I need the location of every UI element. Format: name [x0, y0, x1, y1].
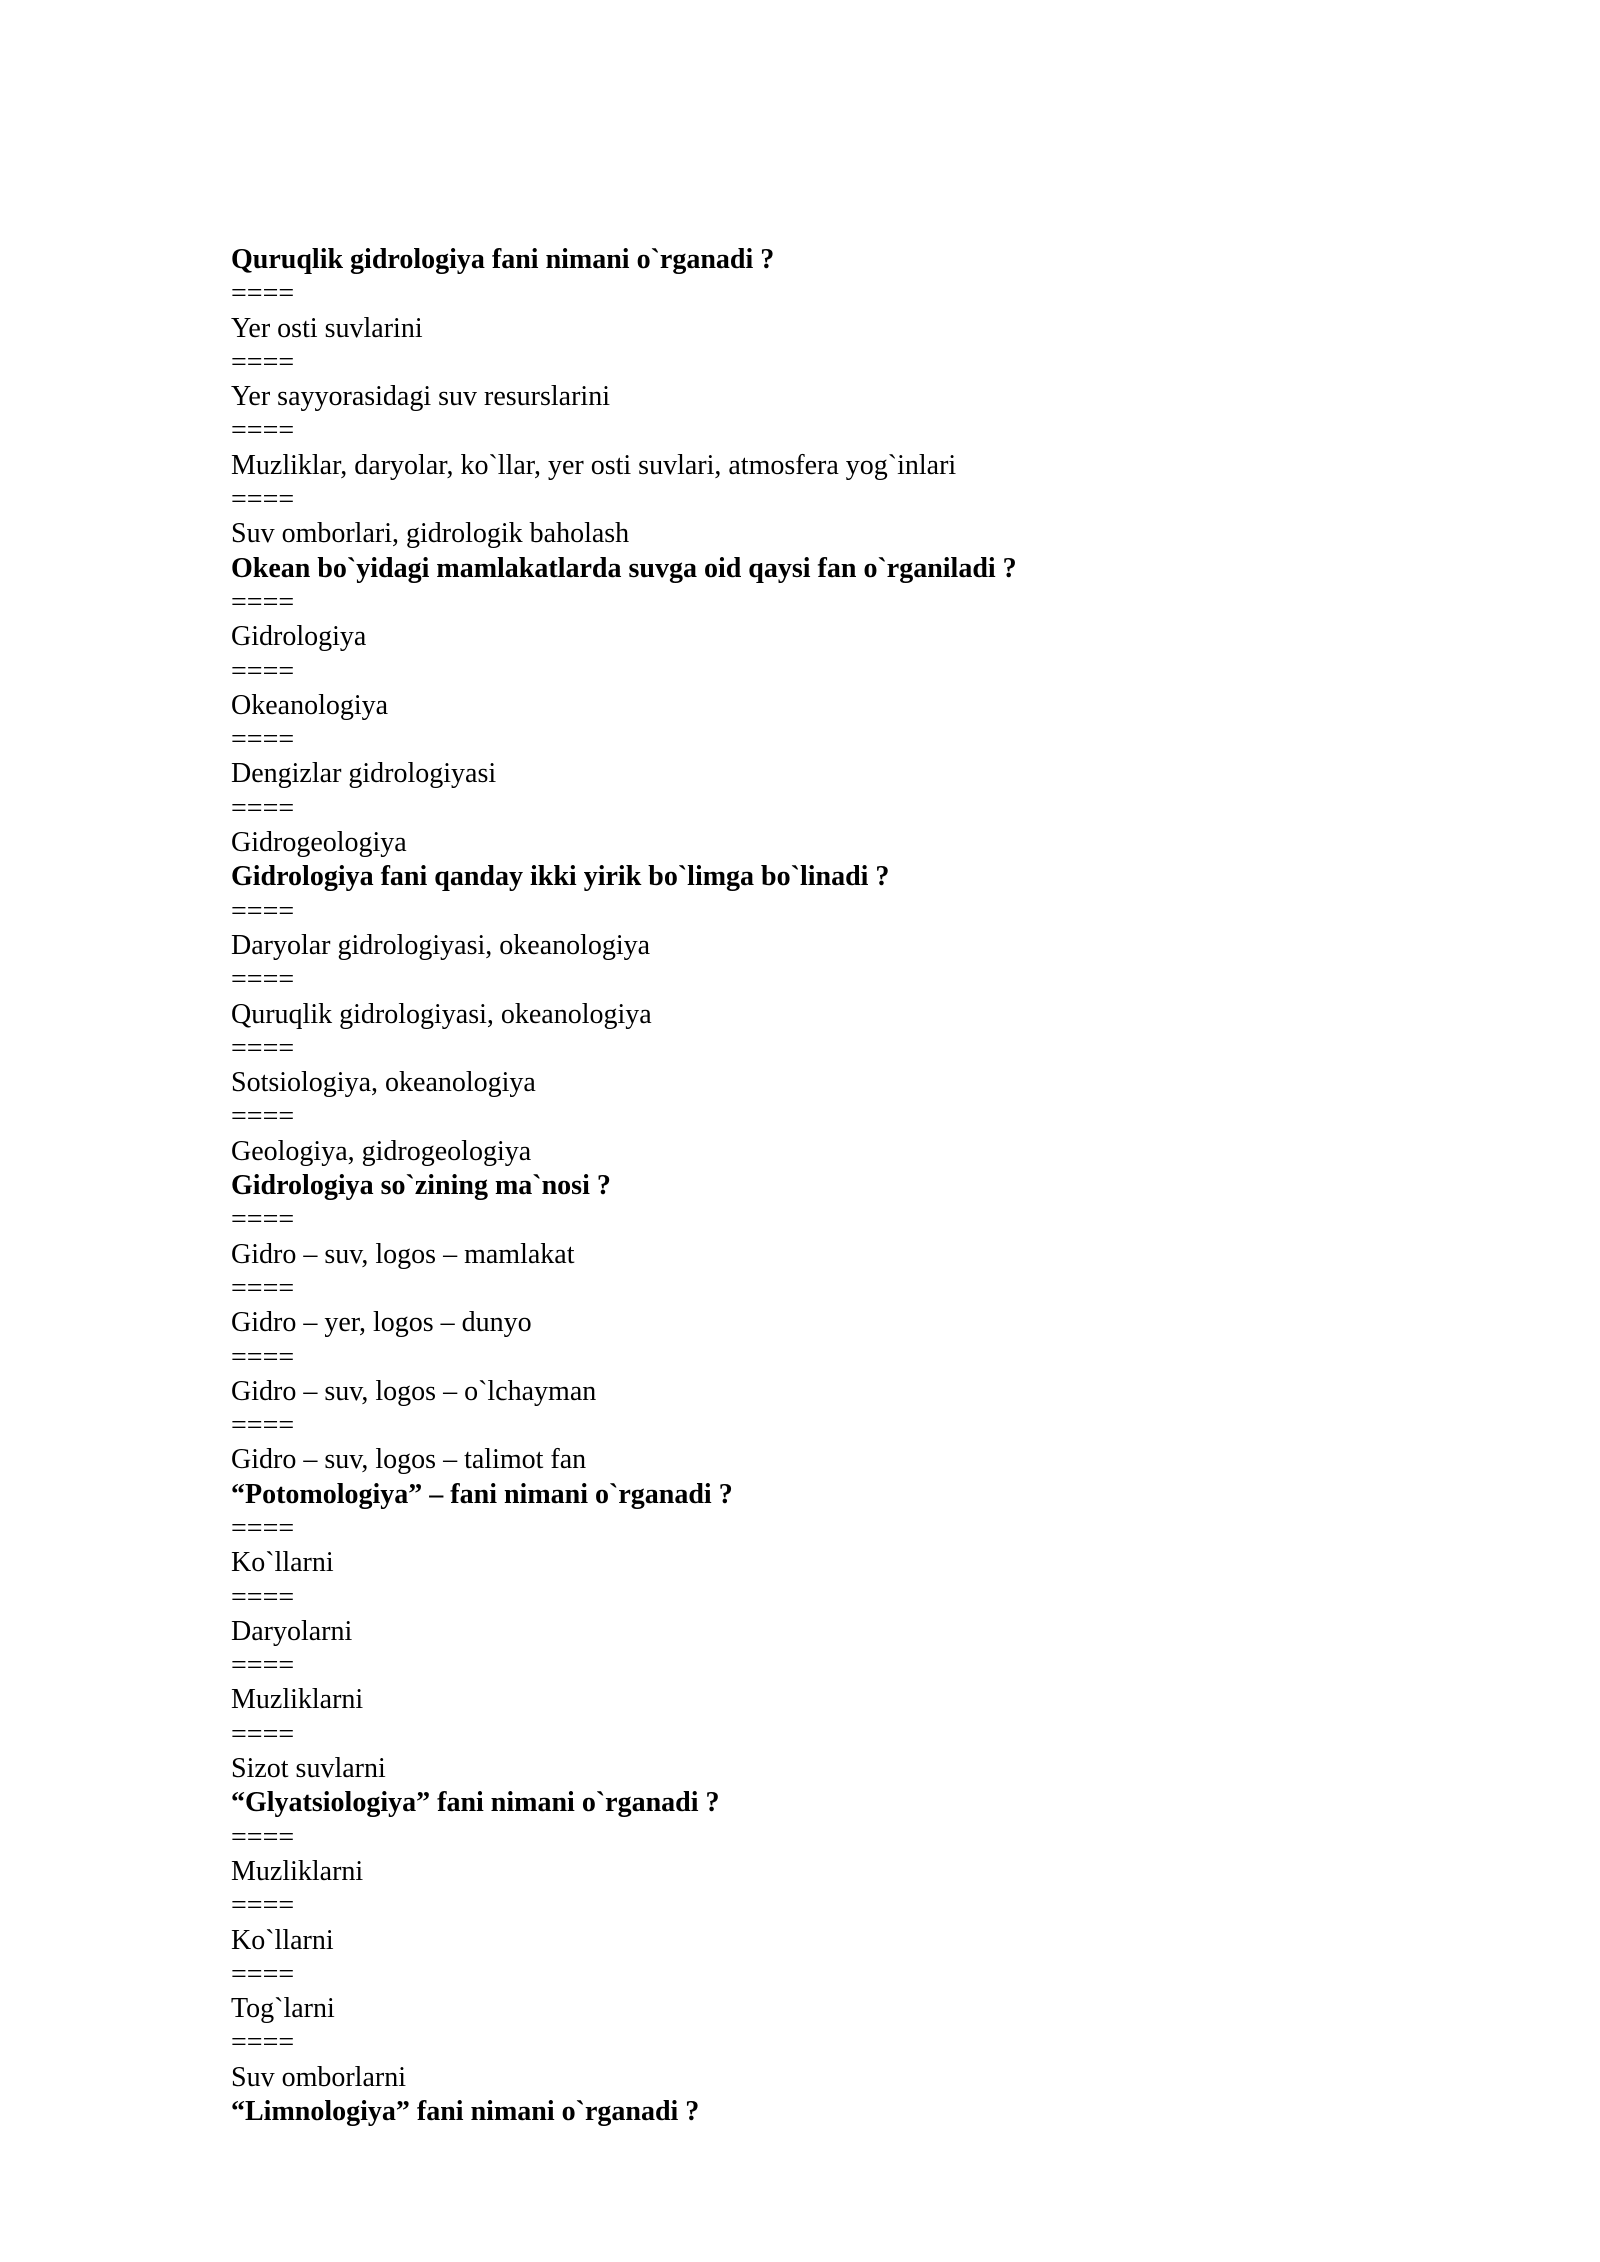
answer-option: Sotsiologiya, okeanologiya	[231, 1067, 536, 1099]
separator: ====	[231, 1032, 295, 1064]
question-block	[231, 2095, 1431, 2129]
question-text: “Potomologiya” – fani nimani o`rganadi ?	[231, 1478, 733, 1510]
question-block	[231, 243, 1431, 552]
answer-option: Yer sayyorasidagi suv resurslarini	[231, 381, 610, 413]
separator: ====	[231, 1410, 295, 1442]
separator: ====	[231, 1204, 295, 1236]
question-text: Quruqlik gidrologiya fani nimani o`rganadi ?	[231, 244, 775, 275]
separator: ====	[231, 792, 295, 824]
separator: ====	[231, 2027, 295, 2059]
answer-option: Gidrologiya	[231, 621, 367, 653]
separator: ====	[231, 1958, 295, 1990]
answer-option: Gidro – suv, logos – talimot fan	[231, 1444, 587, 1476]
document-page	[231, 243, 1431, 2129]
separator: ====	[231, 724, 295, 756]
answer-option: Gidro – yer, logos – dunyo	[231, 1307, 532, 1339]
separator: ====	[231, 1650, 295, 1682]
question-block	[231, 552, 1431, 861]
question-text: Gidrologiya so`zining ma`nosi ?	[231, 1170, 611, 1202]
separator: ====	[231, 278, 295, 310]
answer-option: Daryolarni	[231, 1615, 353, 1647]
answer-option: Gidro – suv, logos – o`lchayman	[231, 1375, 597, 1407]
separator: ====	[231, 484, 295, 516]
answer-option: Gidrogeologiya	[231, 827, 407, 859]
answer-option: Daryolar gidrologiyasi, okeanologiya	[231, 929, 651, 961]
separator: ====	[231, 1581, 295, 1613]
answer-option: Yer osti suvlarini	[231, 312, 423, 344]
question-text: “Limnologiya” fani nimani o`rganadi ?	[231, 2096, 700, 2128]
answer-option: Okeanologiya	[231, 689, 389, 721]
separator: ====	[231, 895, 295, 927]
separator: ====	[231, 1821, 295, 1853]
separator: ====	[231, 1101, 295, 1133]
answer-option: Geologiya, gidrogeologiya	[231, 1135, 532, 1167]
answer-option: Suv omborlari, gidrologik baholash	[231, 518, 630, 550]
question-text: Okean bo`yidagi mamlakatlarda suvga oid qaysi fan o`rganiladi ?	[231, 552, 1017, 584]
question-block	[231, 1169, 1431, 1478]
separator: ====	[231, 1272, 295, 1304]
answer-option: Muzliklar, daryolar, ko`llar, yer osti suvlari, atmosfera yog`inlari	[231, 449, 957, 481]
question-block	[231, 1478, 1431, 1787]
separator: ====	[231, 586, 295, 618]
answer-option: Suv omborlarni	[231, 2061, 406, 2093]
separator: ====	[231, 1890, 295, 1922]
answer-option: Muzliklarni	[231, 1855, 364, 1887]
question-block	[231, 860, 1431, 1169]
separator: ====	[231, 415, 295, 447]
separator: ====	[231, 346, 295, 378]
question-block	[231, 1786, 1431, 2095]
answer-option: Tog`larni	[231, 1993, 335, 2025]
answer-option: Quruqlik gidrologiyasi, okeanologiya	[231, 998, 652, 1030]
separator: ====	[231, 1718, 295, 1750]
question-text: “Glyatsiologiya” fani nimani o`rganadi ?	[231, 1787, 720, 1819]
answer-option: Muzliklarni	[231, 1684, 364, 1716]
answer-option: Gidro – suv, logos – mamlakat	[231, 1238, 575, 1270]
answer-option: Ko`llarni	[231, 1547, 334, 1579]
answer-option: Ko`llarni	[231, 1924, 334, 1956]
separator: ====	[231, 1512, 295, 1544]
separator: ====	[231, 964, 295, 996]
question-text: Gidrologiya fani qanday ikki yirik bo`limga bo`linadi ?	[231, 861, 890, 893]
separator: ====	[231, 1341, 295, 1373]
answer-option: Sizot suvlarni	[231, 1753, 386, 1785]
separator: ====	[231, 655, 295, 687]
answer-option: Dengizlar gidrologiyasi	[231, 758, 497, 790]
